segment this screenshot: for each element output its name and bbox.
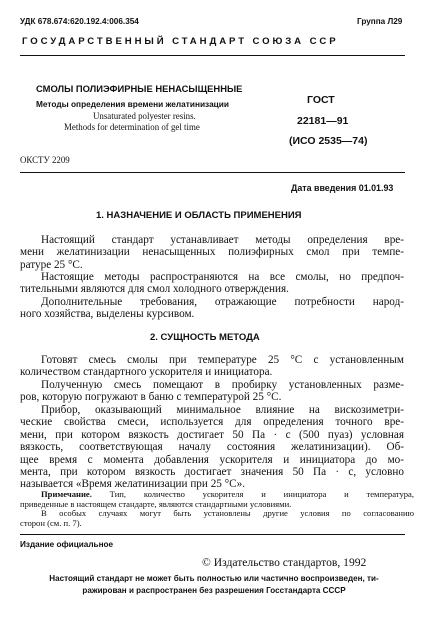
publisher-copyright: © Издательство стандартов, 1992 xyxy=(202,556,367,569)
section-2-heading: 2. СУЩНОСТЬ МЕТОДА xyxy=(150,332,260,343)
reproduction-notice-line2: ражирован и распространен без разрешения Госстандарта СССР xyxy=(82,586,346,595)
udc-code: УДК 678.674:620.192.4:006.354 xyxy=(20,17,139,26)
reproduction-notice-line1: Настоящий стандарт не может быть полностью или частично воспроизведен, ти- xyxy=(49,574,379,583)
official-edition: Издание официальное xyxy=(20,540,114,549)
okstu-code: ОКСТУ 2209 xyxy=(20,155,70,165)
section-1-heading: 1. НАЗНАЧЕНИЕ И ОБЛАСТЬ ПРИМЕНЕНИЯ xyxy=(96,210,302,221)
note-block: Примечание. Тип, количество ускорителя и инициатора и температура, приведенные в настоящем стандарте, являются стандартными условиями. В особых случаях могут быть установлены другие условия по согласованию сторон (см. п. 7). xyxy=(20,489,414,528)
group-code: Группа Л29 xyxy=(357,17,403,26)
document-title: СМОЛЫ ПОЛИЭФИРНЫЕ НЕНАСЫЩЕННЫЕ xyxy=(36,83,243,94)
section-1-paragraph-2: Настоящие методы распространяются на все смолы, но предпоч- тительными являются для смол холодного отверждения. xyxy=(20,271,404,296)
gost-number: 22181—91 xyxy=(297,115,349,127)
section-1-paragraph-1: Настоящий стандарт устанавливает методы определения вре- мени желатинизации ненасыщенных полиэфирных смол при темпе- ратуре 25 °С. xyxy=(20,234,404,271)
banner-rule xyxy=(20,55,405,56)
effective-date: Дата введения 01.01.93 xyxy=(291,183,394,193)
banner-title: ГОСУДАРСТВЕННЫЙ СТАНДАРТ СОЮЗА ССР xyxy=(22,36,339,47)
document-subtitle: Методы определения времени желатинизации xyxy=(36,99,229,109)
section-1-paragraph-3: Дополнительные требования, отражающие потребности народ- ного хозяйства, выделены курсивом. xyxy=(20,296,404,321)
english-title-line1: Unsaturated polyester resins. xyxy=(93,111,196,121)
footer-rule xyxy=(20,534,405,535)
note-label: Примечание. xyxy=(41,489,110,499)
iso-number: (ИСО 2535—74) xyxy=(289,135,368,147)
section-2-paragraph-3: Прибор, оказывающий минимальное влияние на вискозиметри- ческие свойства смеси, используется для определения точного вре- мени, при котором вязкость достигает 50 Па · с (500 пуаз) условная вязкость, соответствующая началу состояния желатинизации). Об- щее время с момента добавления ускорителя и инициатора до мо- мента, при котором вязкость достигает значения 50 Па · с, условно называется «Время желатинизации при 25 °С». xyxy=(20,404,404,491)
title-rule xyxy=(20,172,405,173)
section-2-paragraph-2: Полученную смесь помещают в пробирку установленных разме- ров, которую погружают в баню с температурой 25 °С. xyxy=(20,379,404,404)
section-2-paragraph-1: Готовят смесь смолы при температуре 25 °С с установленным количеством стандартного ускорителя и инициатора. xyxy=(20,354,404,379)
english-title-line2: Methods for determination of gel time xyxy=(64,122,200,132)
gost-label: ГОСТ xyxy=(307,94,335,106)
